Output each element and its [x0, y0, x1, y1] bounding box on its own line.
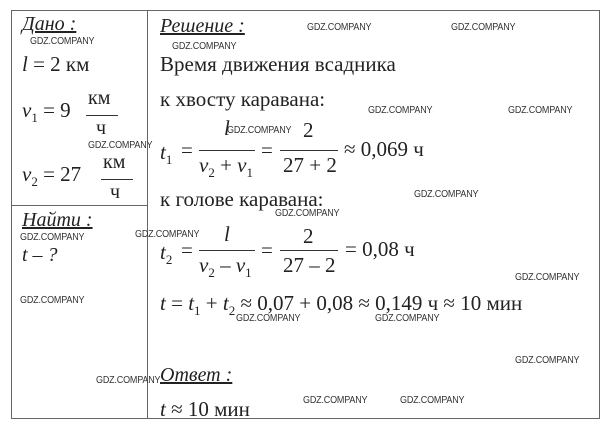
- watermark: GDZ.COMPANY: [508, 105, 573, 116]
- column-divider: [147, 10, 148, 419]
- watermark: GDZ.COMPANY: [515, 272, 580, 283]
- answer-value: ≈ 10 мин: [165, 397, 250, 421]
- f1-t-subscript: 1: [165, 152, 173, 168]
- f2-den-v1-sub: 1: [245, 265, 252, 281]
- f1-fraction-bar-1: [199, 150, 255, 151]
- f2-equals-2: =: [261, 238, 273, 262]
- total-t2-sub: 2: [228, 303, 236, 319]
- find-heading: Найти :: [22, 209, 93, 231]
- f2-t-subscript: 2: [165, 252, 173, 268]
- f2-fraction-bar-1: [199, 250, 255, 251]
- watermark: GDZ.COMPANY: [172, 41, 237, 52]
- f1-equals-1: =: [181, 138, 193, 162]
- f2-den-v2-sub: 2: [208, 265, 215, 281]
- given-heading: Дано :: [22, 13, 77, 35]
- total-eq: =: [165, 291, 189, 315]
- v2-unit-denominator: ч: [110, 181, 121, 203]
- v1-unit-bar: [86, 115, 118, 116]
- f1-den-v2: v: [199, 153, 209, 177]
- total-t1: t: [188, 291, 195, 315]
- watermark: GDZ.COMPANY: [135, 229, 200, 240]
- total-t: t: [160, 291, 166, 315]
- watermark: GDZ.COMPANY: [275, 208, 340, 219]
- given-v1: [22, 98, 71, 126]
- watermark: GDZ.COMPANY: [400, 395, 465, 406]
- solution-heading: Решение :: [160, 15, 245, 37]
- v2-unit-numerator: км: [103, 151, 126, 173]
- v1-unit-denominator: ч: [96, 117, 107, 139]
- f2-t: t: [160, 240, 166, 264]
- v2-unit-bar: [101, 179, 133, 180]
- v2-symbol: v: [22, 162, 32, 186]
- given-find-divider: [11, 205, 148, 206]
- total-t2: t: [222, 291, 229, 315]
- f2-numerator-l: l: [224, 222, 230, 246]
- f2-lhs: [160, 240, 172, 268]
- watermark: GDZ.COMPANY: [30, 36, 95, 47]
- f1-numerator-2: 2: [303, 118, 314, 142]
- total-rest: ≈ 0,07 + 0,08 ≈ 0,149 ч ≈ 10 мин: [235, 291, 523, 315]
- solution-line-2: к хвосту каравана:: [160, 87, 326, 111]
- watermark: GDZ.COMPANY: [368, 105, 433, 116]
- f1-denominator-1: [199, 153, 253, 181]
- length-var: l: [22, 52, 28, 76]
- answer-t: t: [160, 397, 166, 421]
- watermark: GDZ.COMPANY: [20, 295, 85, 306]
- v1-symbol: v: [22, 98, 32, 122]
- f1-denominator-2: 27 + 2: [283, 153, 337, 177]
- watermark: GDZ.COMPANY: [303, 395, 368, 406]
- v1-value: = 9: [37, 98, 71, 122]
- find-item: t – ?: [22, 244, 58, 266]
- length-value: = 2 км: [27, 52, 90, 76]
- v1-subscript: 1: [31, 110, 38, 126]
- watermark: GDZ.COMPANY: [88, 140, 153, 151]
- f1-lhs: [160, 140, 172, 168]
- watermark: GDZ.COMPANY: [375, 313, 440, 324]
- watermark: GDZ.COMPANY: [307, 22, 372, 33]
- f1-fraction-bar-2: [280, 150, 338, 151]
- watermark: GDZ.COMPANY: [227, 125, 292, 136]
- watermark: GDZ.COMPANY: [451, 22, 516, 33]
- f1-den-v1-sub: 1: [246, 165, 253, 181]
- given-length: [22, 52, 89, 77]
- f2-denominator-2: 27 – 2: [283, 253, 336, 277]
- solution-line-3: к голове каравана:: [160, 187, 324, 211]
- answer-heading: Ответ :: [160, 364, 233, 386]
- f2-result: = 0,08 ч: [345, 237, 415, 261]
- f2-den-v1: v: [235, 253, 246, 277]
- f2-equals-1: =: [181, 238, 193, 262]
- watermark: GDZ.COMPANY: [414, 189, 479, 200]
- answer-line: [160, 397, 250, 422]
- f2-fraction-bar-2: [280, 250, 338, 251]
- given-v2: [22, 162, 81, 190]
- total-time-line: [160, 291, 522, 319]
- watermark: GDZ.COMPANY: [515, 355, 580, 366]
- f1-result: ≈ 0,069 ч: [344, 137, 424, 161]
- total-t1-sub: 1: [194, 303, 201, 319]
- v2-subscript: 2: [31, 174, 38, 190]
- f2-den-v2: v: [199, 253, 209, 277]
- solution-line-1: Время движения всадника: [160, 52, 396, 76]
- f2-denominator-1: [199, 253, 252, 281]
- f1-den-v2-sub: 2: [208, 165, 215, 181]
- watermark: GDZ.COMPANY: [20, 232, 85, 243]
- f1-den-plus: +: [214, 153, 238, 177]
- f1-numerator-l: l: [224, 116, 230, 140]
- f2-den-minus: –: [214, 253, 236, 277]
- watermark: GDZ.COMPANY: [96, 375, 161, 386]
- v2-value: = 27: [37, 162, 82, 186]
- f1-equals-2: =: [261, 138, 273, 162]
- f1-den-v1: v: [237, 153, 247, 177]
- v1-unit-numerator: км: [88, 87, 111, 109]
- f2-numerator-2: 2: [303, 224, 314, 248]
- total-plus: +: [200, 291, 223, 315]
- f1-t: t: [160, 140, 166, 164]
- watermark: GDZ.COMPANY: [236, 313, 301, 324]
